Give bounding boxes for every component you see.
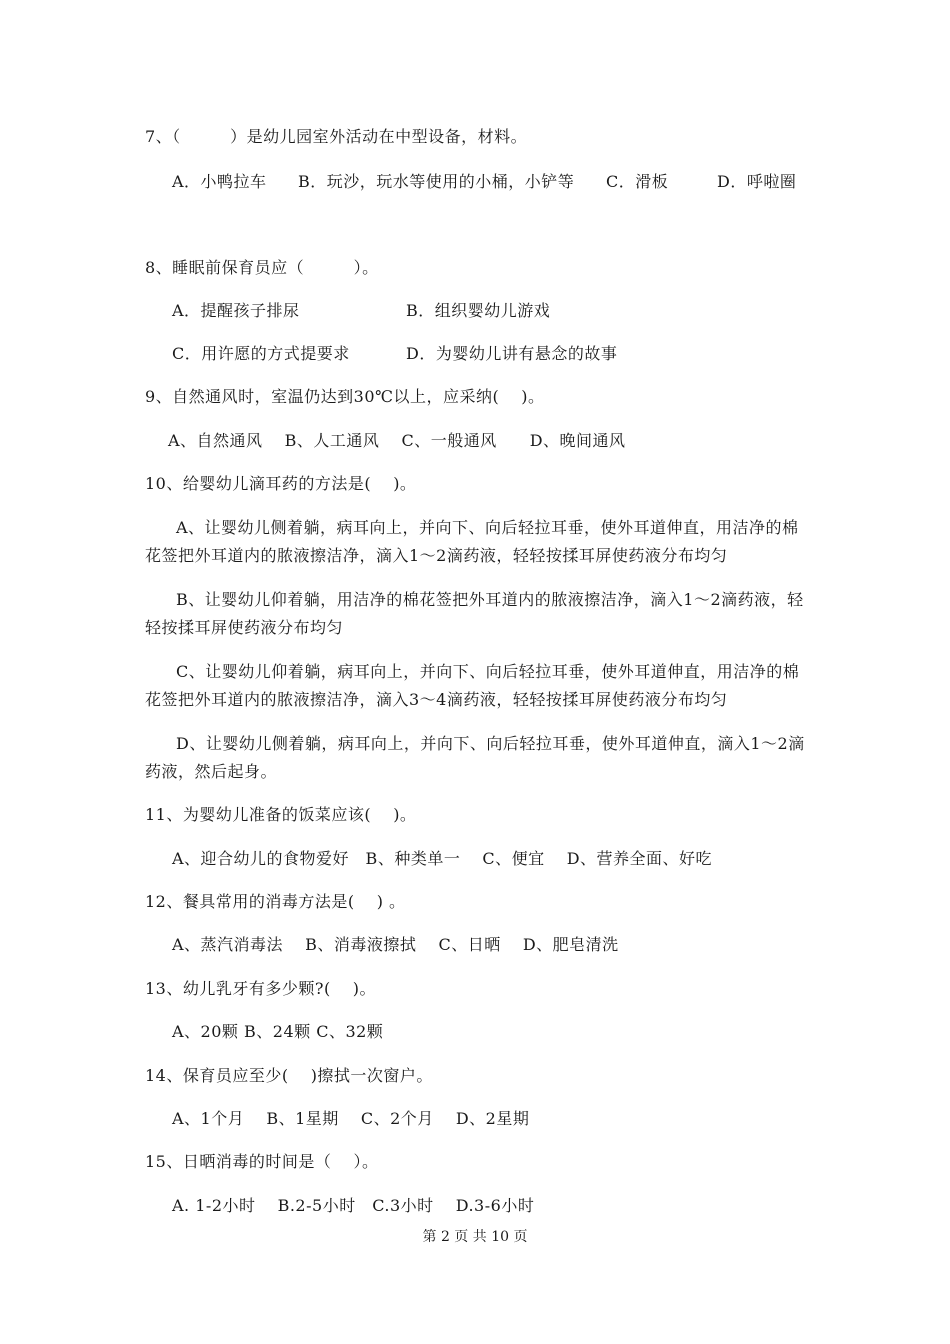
question-8-stem: 8、睡眠前保育员应（ ）。 [145, 258, 379, 277]
question-7-option-d: D．呼啦圈 [717, 172, 797, 191]
question-10-option-d-line2: 药液，然后起身。 [145, 762, 278, 781]
question-10-option-d-line1: D、让婴幼儿侧着躺，病耳向上，并向下、向后轻拉耳垂，使外耳道伸直，滴入1～2滴 [176, 734, 805, 753]
question-10-option-a-line1: A、让婴幼儿侧着躺，病耳向上，并向下、向后轻拉耳垂，使外耳道伸直，用洁净的棉 [176, 518, 799, 537]
question-7-option-a: A．小鸭拉车 [172, 172, 267, 191]
question-7-option-b: B．玩沙，玩水等使用的小桶，小铲等 [298, 172, 575, 191]
question-13-options: A、20颗 B、24颗 C、32颗 [172, 1022, 384, 1041]
question-9-options: A、自然通风 B、人工通风 C、一般通风 D、晚间通风 [168, 431, 626, 450]
question-15-options: A. 1-2小时 B.2-5小时 C.3小时 D.3-6小时 [172, 1196, 535, 1215]
question-10-option-a-line2: 花签把外耳道内的脓液擦洁净，滴入1～2滴药液，轻轻按揉耳屏使药液分布均匀 [145, 546, 728, 565]
question-11-stem: 11、为婴幼儿准备的饭菜应该( )。 [145, 805, 417, 824]
question-13-stem: 13、幼儿乳牙有多少颗?( )。 [145, 979, 377, 998]
question-15-stem: 15、日晒消毒的时间是（ ）。 [145, 1152, 379, 1171]
question-10-option-c-line2: 花签把外耳道内的脓液擦洁净，滴入3～4滴药液，轻轻按揉耳屏使药液分布均匀 [145, 690, 728, 709]
question-8-options-row2 [0, 344, 950, 364]
question-10-option-b-line2: 轻按揉耳屏使药液分布均匀 [145, 618, 344, 637]
question-12-options: A、蒸汽消毒法 B、消毒液擦拭 C、日晒 D、肥皂清洗 [172, 935, 619, 954]
question-14-options: A、1个月 B、1星期 C、2个月 D、2星期 [172, 1109, 530, 1128]
question-7-options [0, 172, 950, 192]
question-12-stem: 12、餐具常用的消毒方法是( ) 。 [145, 892, 406, 911]
question-8-option-d: D．为婴幼儿讲有悬念的故事 [406, 344, 618, 363]
question-7-option-c: C．滑板 [606, 172, 669, 191]
question-8-option-a: A．提醒孩子排尿 [172, 301, 300, 320]
question-8-option-c: C．用许愿的方式提要求 [172, 344, 350, 363]
question-10-option-c-line1: C、让婴幼儿仰着躺，病耳向上，并向下、向后轻拉耳垂，使外耳道伸直，用洁净的棉 [176, 662, 800, 681]
question-10-option-b-line1: B、让婴幼儿仰着躺，用洁净的棉花签把外耳道内的脓液擦洁净，滴入1～2滴药液，轻 [176, 590, 804, 609]
question-8-option-b: B．组织婴幼儿游戏 [406, 301, 551, 320]
question-7-stem: 7、（ ）是幼儿园室外活动在中型设备，材料。 [145, 127, 528, 146]
question-10-stem: 10、给婴幼儿滴耳药的方法是( )。 [145, 474, 417, 493]
question-8-options-row1 [0, 301, 950, 321]
question-9-stem: 9、自然通风时，室温仍达到30℃以上，应采纳( )。 [145, 387, 545, 406]
page-number-footer: 第 2 页 共 10 页 [422, 1229, 528, 1245]
question-11-options: A、迎合幼儿的食物爱好 B、种类单一 C、便宜 D、营养全面、好吃 [172, 849, 713, 868]
question-14-stem: 14、保育员应至少( )擦拭一次窗户。 [145, 1066, 433, 1085]
